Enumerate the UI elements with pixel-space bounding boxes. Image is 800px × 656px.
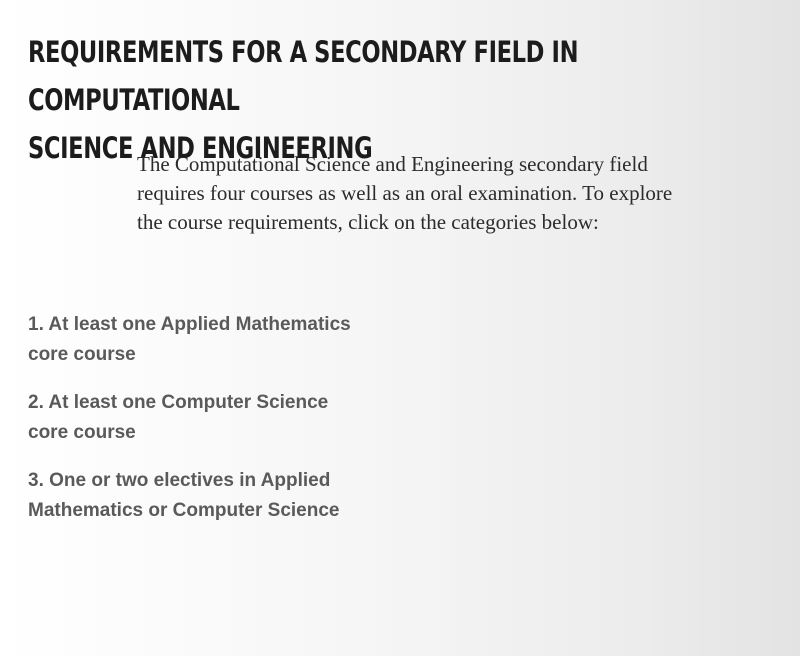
page-title-line-1: REQUIREMENTS FOR A SECONDARY FIELD IN COMPUTATIONAL (28, 35, 579, 117)
requirement-computer-science[interactable] (28, 388, 448, 448)
requirement-label-line-1: 1. At least one Applied Mathematics (28, 314, 351, 335)
requirement-electives[interactable] (28, 466, 448, 526)
intro-line-1: The Computational Science and Engineering secondary field (137, 152, 648, 176)
requirement-label-line-1: 2. At least one Computer Science (28, 392, 329, 413)
requirements-list (28, 310, 448, 526)
requirement-label-line-2: core course (28, 344, 136, 365)
intro-line-3: the course requirements, click on the categories below: (137, 210, 599, 234)
intro-line-2: requires four courses as well as an oral examination. To explore (137, 181, 673, 205)
requirement-label-line-1: 3. One or two electives in Applied (28, 470, 331, 491)
requirement-label-line-2: core course (28, 422, 136, 443)
requirement-applied-mathematics[interactable] (28, 310, 448, 370)
requirement-label-line-2: Mathematics or Computer Science (28, 500, 340, 521)
page-title-line-2: SCIENCE AND ENGINEERING (28, 131, 373, 165)
intro-paragraph (137, 150, 777, 237)
